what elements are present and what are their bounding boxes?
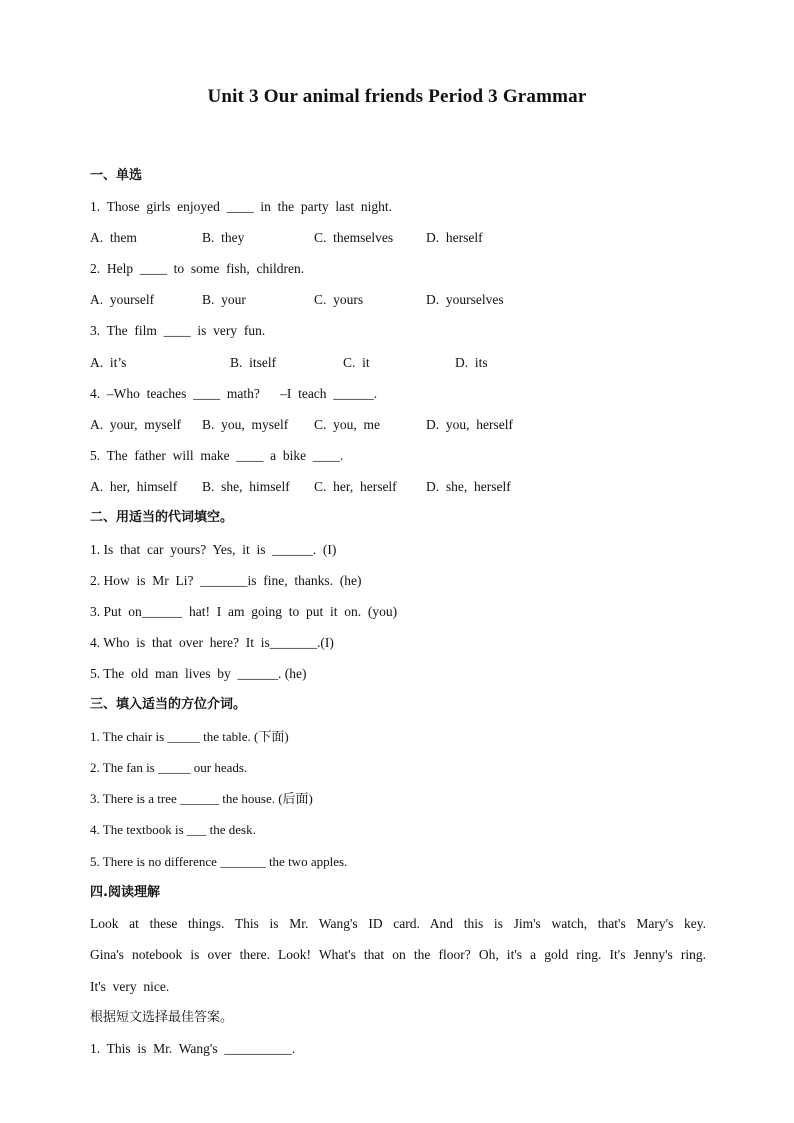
option-d: D. you, herself: [426, 417, 513, 432]
option-d: D. its: [455, 355, 488, 370]
option-a: A. them: [90, 230, 137, 245]
question-stem: 3. The film ____ is very fun.: [90, 323, 266, 338]
option-c: C. it: [343, 355, 370, 370]
reading-passage-line: Look at these things. This is Mr. Wang's ID card. And this is Jim's watch, that's Mary's key.: [90, 916, 706, 931]
option-d: D. she, herself: [426, 479, 511, 494]
question-stem: 5. The father will make ____ a bike ____.: [90, 448, 344, 463]
option-b: B. you, myself: [202, 417, 289, 432]
fill-item: 2. The fan is _____ our heads.: [90, 760, 248, 775]
section-heading-preposition-fill: 三、填入适当的方位介词。: [90, 697, 247, 712]
option-b: B. your: [202, 292, 246, 307]
option-a: A. yourself: [90, 292, 155, 307]
fill-item: 2. How is Mr Li? _______is fine, thanks. (he): [90, 573, 362, 588]
fill-item: 3. Put on______ hat! I am going to put it on. (you): [90, 604, 398, 619]
question-stem: 1. This is Mr. Wang's __________.: [90, 1041, 296, 1056]
fill-item: 1. The chair is _____ the table. (下面): [90, 729, 289, 744]
option-d: D. herself: [426, 230, 483, 245]
option-a: A. your, myself: [90, 417, 181, 432]
reading-instruction: 根据短文选择最佳答案。: [90, 1010, 234, 1025]
fill-item: 1. Is that car yours? Yes, it is ______. (I): [90, 542, 337, 557]
option-b: B. they: [202, 230, 245, 245]
section-heading-reading: 四.阅读理解: [90, 885, 160, 900]
option-d: D. yourselves: [426, 292, 504, 307]
fill-item: 5. The old man lives by ______. (he): [90, 666, 307, 681]
option-a: A. it’s: [90, 355, 127, 370]
question-stem: 1. Those girls enjoyed ____ in the party last night.: [90, 199, 392, 214]
fill-item: 4. Who is that over here? It is_______.(I): [90, 635, 334, 650]
option-a: A. her, himself: [90, 479, 178, 494]
fill-item: 4. The textbook is ___ the desk.: [90, 822, 256, 837]
reading-passage-line: Gina's notebook is over there. Look! What's that on the floor? Oh, it's a gold ring. It's Jenny's ring.: [90, 947, 706, 962]
reading-passage-line: It's very nice.: [90, 979, 170, 994]
option-c: C. you, me: [314, 417, 380, 432]
fill-item: 5. There is no difference _______ the two apples.: [90, 854, 348, 869]
option-c: C. her, herself: [314, 479, 397, 494]
option-b: B. she, himself: [202, 479, 290, 494]
option-b: B. itself: [230, 355, 277, 370]
section-heading-pronoun-fill: 二、用适当的代词填空。: [90, 510, 234, 525]
fill-item: 3. There is a tree ______ the house. (后面): [90, 791, 313, 806]
page-title: Unit 3 Our animal friends Period 3 Grammar: [207, 86, 587, 107]
question-stem: 2. Help ____ to some fish, children.: [90, 261, 305, 276]
option-c: C. yours: [314, 292, 364, 307]
option-c: C. themselves: [314, 230, 394, 245]
section-heading-single-choice: 一、单选: [90, 168, 143, 183]
question-stem: 4. –Who teaches ____ math? –I teach ______.: [90, 386, 378, 401]
